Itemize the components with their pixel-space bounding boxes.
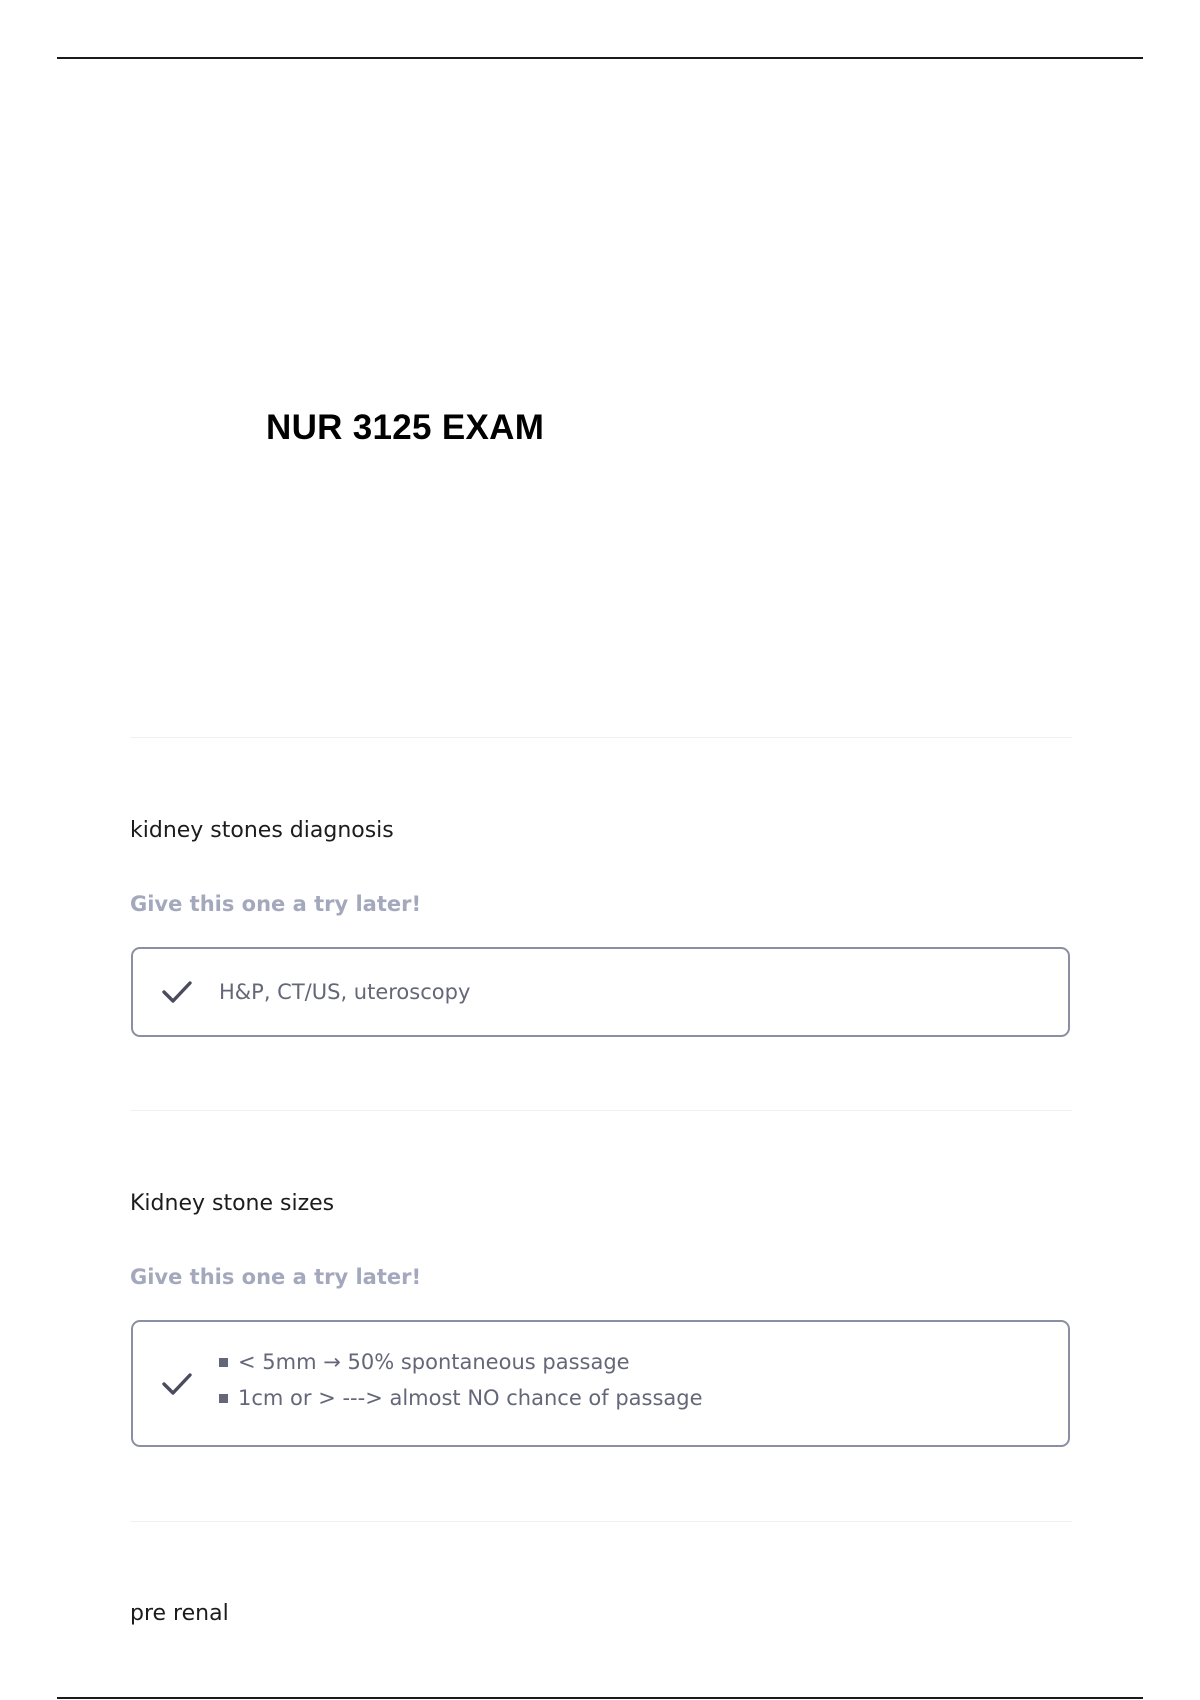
square-bullet-icon xyxy=(219,1358,228,1367)
answer-list-item xyxy=(219,1344,703,1380)
page-top-rule xyxy=(57,57,1143,59)
page-bottom-rule xyxy=(57,1697,1143,1699)
card-hint: Give this one a try later! xyxy=(130,892,422,916)
card-divider xyxy=(130,737,1072,738)
checkmark-icon xyxy=(159,1366,195,1402)
answer-box xyxy=(131,947,1070,1037)
document-title: NUR 3125 EXAM xyxy=(266,408,545,447)
answer-list-text: 1cm or > ---> almost NO chance of passage xyxy=(238,1386,703,1410)
answer-text: H&P, CT/US, uteroscopy xyxy=(219,980,471,1004)
answer-list-text: < 5mm → 50% spontaneous passage xyxy=(238,1350,630,1374)
answer-box xyxy=(131,1320,1070,1447)
card-divider xyxy=(130,1521,1072,1522)
square-bullet-icon xyxy=(219,1394,228,1403)
card-hint: Give this one a try later! xyxy=(130,1265,422,1289)
card-divider xyxy=(130,1110,1072,1111)
answer-list-item xyxy=(219,1380,703,1416)
answer-list xyxy=(219,1344,703,1416)
card-question: kidney stones diagnosis xyxy=(130,818,394,843)
checkmark-icon xyxy=(159,974,195,1010)
card-question: pre renal xyxy=(130,1601,229,1626)
card-question: Kidney stone sizes xyxy=(130,1191,335,1216)
